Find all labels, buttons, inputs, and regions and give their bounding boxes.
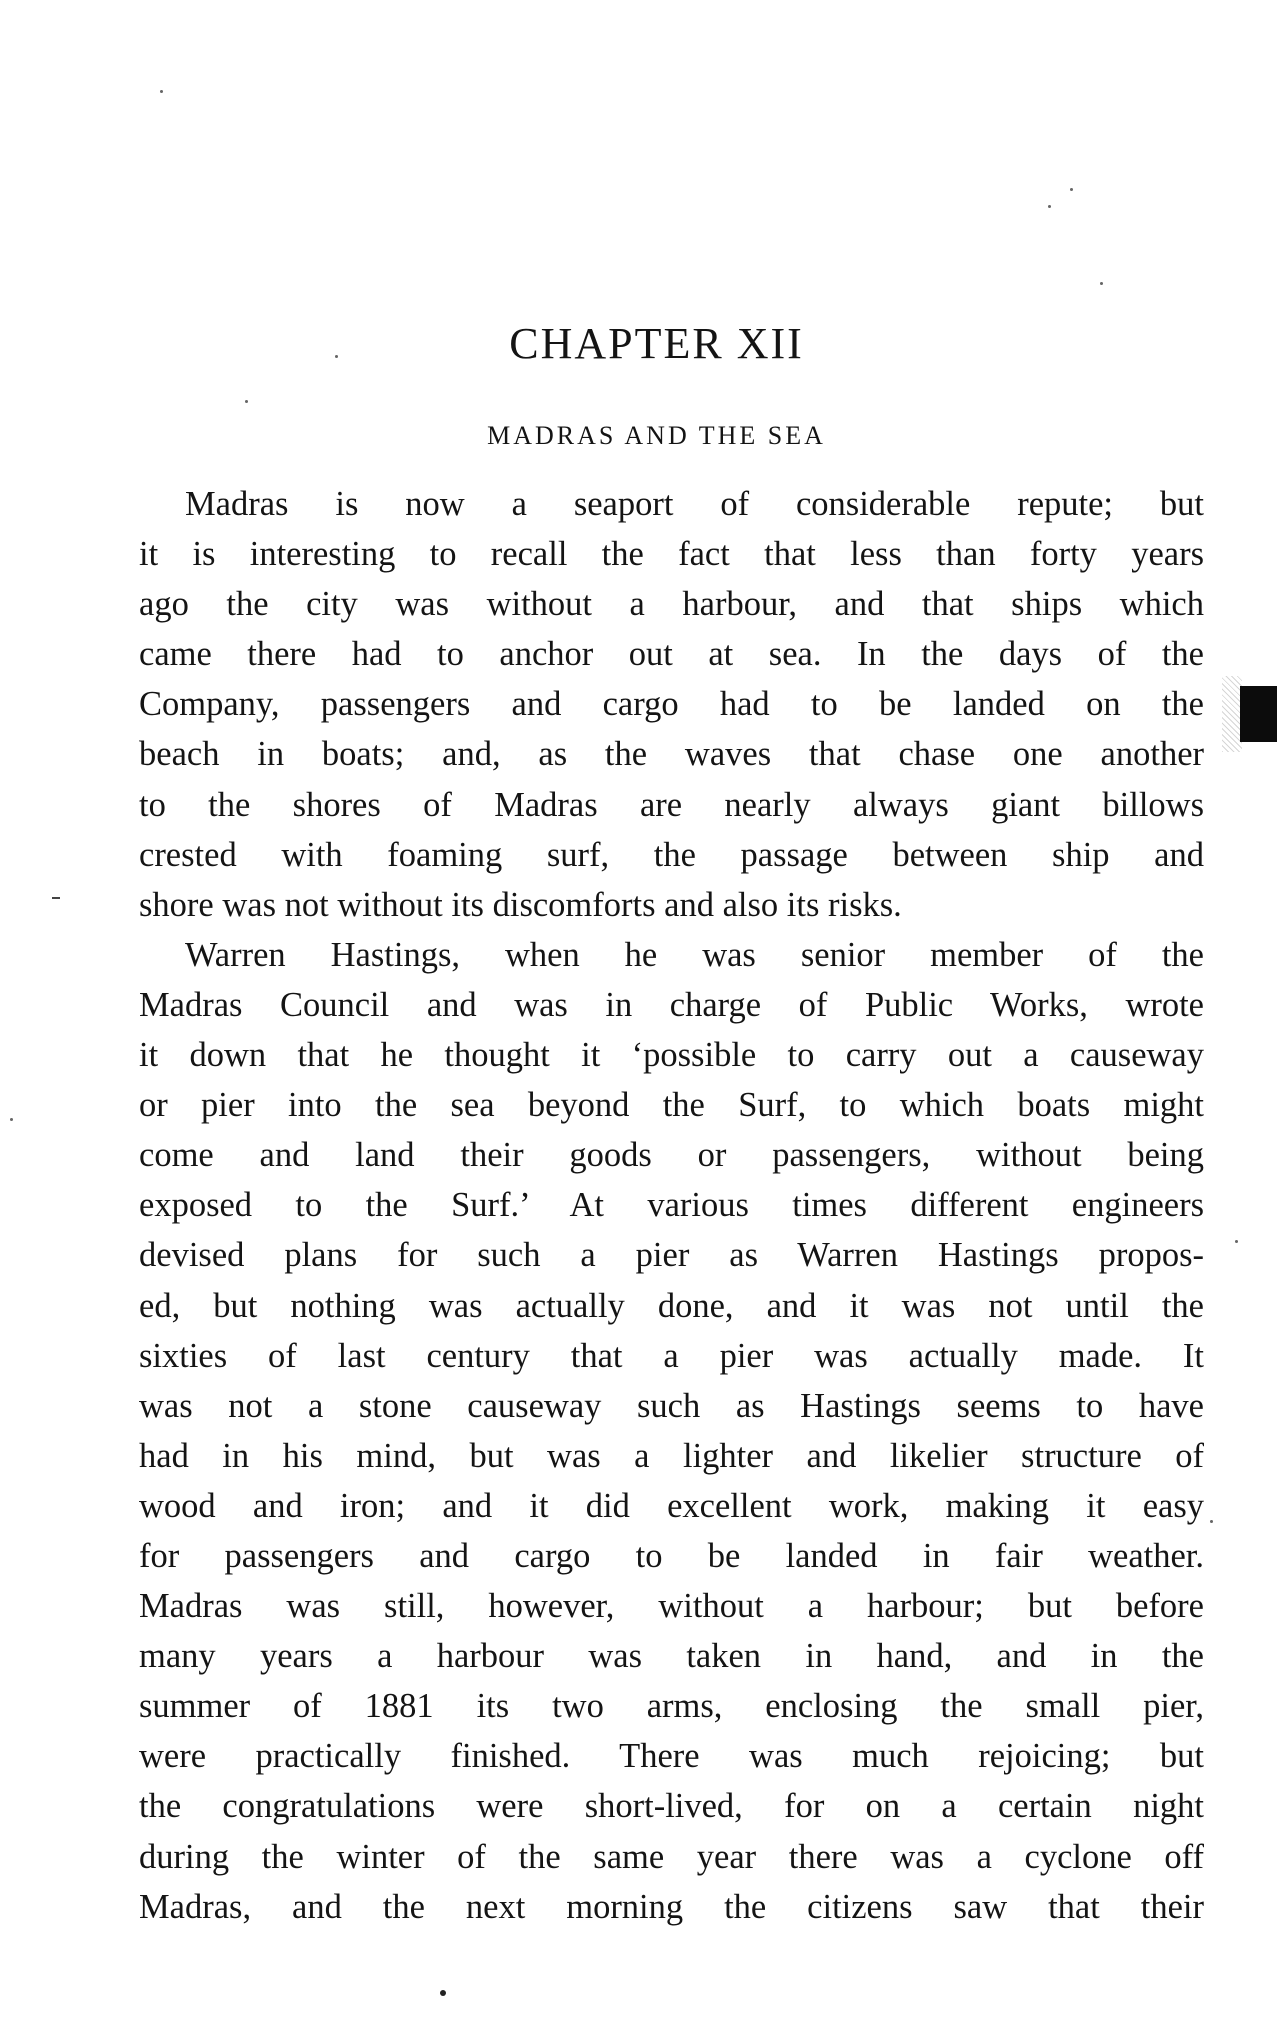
chapter-subheading: MADRAS AND THE SEA xyxy=(487,421,826,450)
paper-speck xyxy=(160,90,163,93)
page-dot-mark xyxy=(440,1990,446,1996)
text-line: were practically finished. There was much rejoicing; but xyxy=(139,1737,1204,1776)
text-line: during the winter of the same year there was a cyclone off xyxy=(139,1837,1204,1876)
text-line: Madras, and the next morning the citizens saw that their xyxy=(139,1887,1204,1926)
text-line: or pier into the sea beyond the Surf, to which boats might xyxy=(139,1086,1204,1125)
text-line: crested with foaming surf, the passage between ship and xyxy=(139,835,1204,874)
paper-speck xyxy=(1070,188,1073,191)
text-line: ago the city was without a harbour, and that ships which xyxy=(139,585,1204,624)
text-line: summer of 1881 its two arms, enclosing the small pier, xyxy=(139,1687,1204,1726)
text-line: Warren Hastings, when he was senior member of the xyxy=(185,935,1204,974)
paper-speck xyxy=(1210,1520,1213,1523)
text-line: Madras is now a seaport of considerable repute; but xyxy=(185,485,1204,523)
text-line: it down that he thought it ‘possible to carry out a causeway xyxy=(139,1036,1204,1075)
margin-dash-mark xyxy=(52,897,60,899)
text-line: for passengers and cargo to be landed in fair weather. xyxy=(139,1536,1204,1575)
text-line: devised plans for such a pier as Warren Hastings propos- xyxy=(139,1236,1204,1275)
text-line: it is interesting to recall the fact that less than forty years xyxy=(139,535,1204,574)
text-line: many years a harbour was taken in hand, and in the xyxy=(139,1637,1204,1676)
text-line: to the shores of Madras are nearly always giant billows xyxy=(139,785,1204,824)
paper-speck xyxy=(335,355,338,358)
text-line: ed, but nothing was actually done, and it was not until the xyxy=(139,1286,1204,1325)
chapter-heading: CHAPTER XII xyxy=(509,319,804,368)
text-line: had in his mind, but was a lighter and likelier structure of xyxy=(139,1436,1204,1475)
paragraph-2 xyxy=(139,930,1204,1932)
text-line: wood and iron; and it did excellent work, making it easy xyxy=(139,1486,1204,1525)
text-line: Madras was still, however, without a harbour; but before xyxy=(139,1587,1204,1626)
text-line: exposed to the Surf.’ At various times different engineers xyxy=(139,1186,1204,1225)
paper-speck xyxy=(1100,282,1103,285)
paper-speck xyxy=(1048,205,1051,208)
body-text xyxy=(139,479,1204,1932)
text-line: beach in boats; and, as the waves that chase one another xyxy=(139,735,1204,774)
paper-speck xyxy=(1235,1240,1238,1243)
paper-speck xyxy=(10,1118,13,1121)
scan-thumb-tab xyxy=(1240,686,1277,742)
text-line: was not a stone causeway such as Hastings seems to have xyxy=(139,1386,1204,1425)
paper-speck xyxy=(245,400,248,403)
text-line: Company, passengers and cargo had to be landed on the xyxy=(139,685,1204,724)
paragraph-1 xyxy=(139,479,1204,930)
text-line: come and land their goods or passengers, without being xyxy=(139,1136,1204,1175)
text-line: came there had to anchor out at sea. In the days of the xyxy=(139,635,1204,674)
text-line: sixties of last century that a pier was actually made. It xyxy=(139,1336,1204,1375)
text-line: shore was not without its discomforts and also its risks. xyxy=(139,885,902,924)
text-line: Madras Council and was in charge of Public Works, wrote xyxy=(139,985,1204,1024)
scan-thumb-tab-shadow xyxy=(1222,676,1242,752)
text-line: the congratulations were short-lived, for on a certain night xyxy=(139,1787,1204,1826)
